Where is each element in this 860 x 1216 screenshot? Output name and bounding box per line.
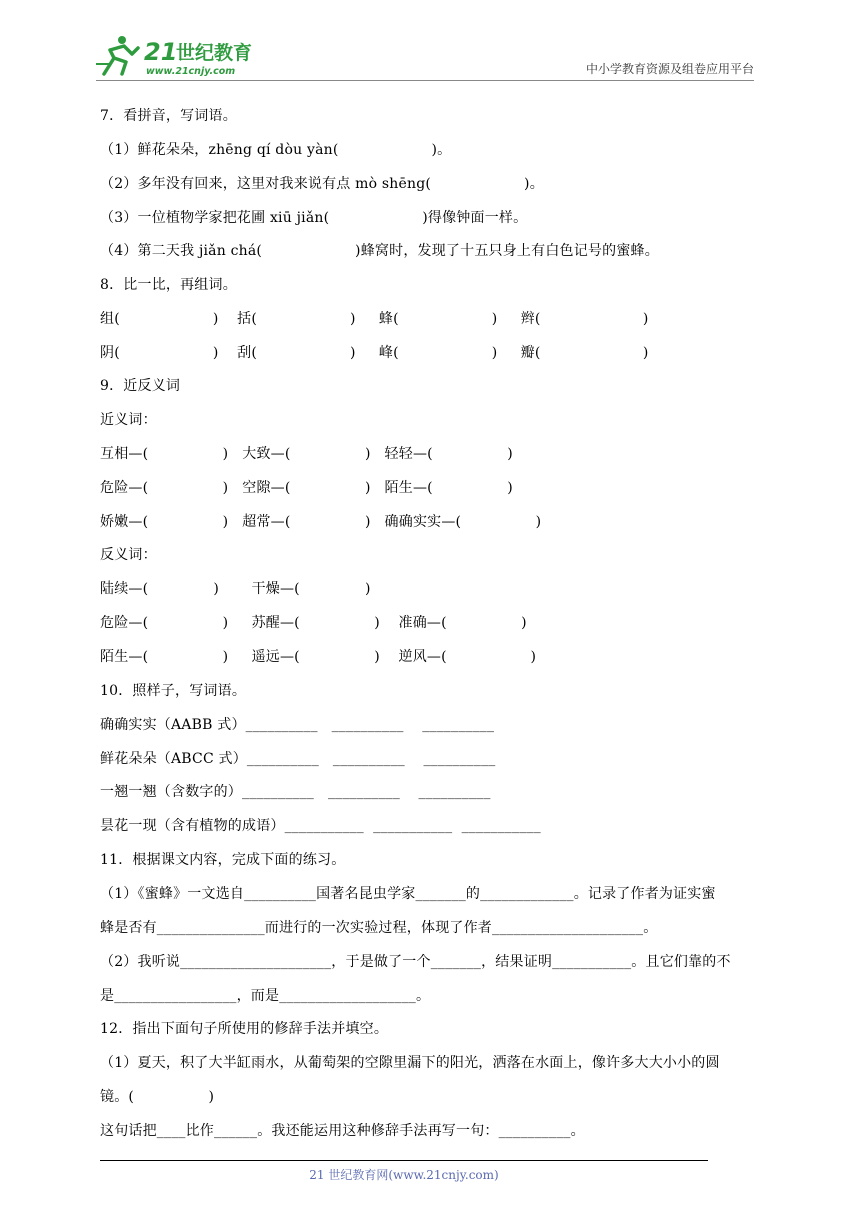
- question-12-sentence-line-2: 镜。( ): [100, 1089, 215, 1105]
- footer-source: 21 世纪教育网(www.21cnjy.com): [309, 1168, 499, 1182]
- question-12-fill-line: 这句话把____比作______。我还能运用这种修辞手法再写一句：__________。: [100, 1123, 585, 1139]
- logo-graphic: [96, 34, 266, 78]
- synonym-row-1: 互相—( ) 大致—( ) 轻轻—( ): [100, 446, 513, 462]
- question-8-row-2: 阴( ) 刮( ) 峰( ) 瓣( ): [100, 345, 649, 361]
- header-divider: [96, 80, 754, 81]
- svg-text:www.21cnjy.com: www.21cnjy.com: [146, 66, 236, 77]
- question-7-item-1: （1）鲜花朵朵，zhēng qí dòu yàn( )。: [100, 142, 452, 158]
- question-7-title: 7．看拼音，写词语。: [100, 108, 237, 124]
- question-9-title: 9．近反义词: [100, 378, 181, 394]
- antonym-row-1: 陆续—( ) 干燥—( ): [100, 581, 371, 597]
- question-7-item-2: （2）多年没有回来，这里对我来说有点 mò shēng( )。: [100, 176, 544, 192]
- question-7-item-4: （4）第二天我 jiǎn chá( )蜂窝时，发现了十五只身上有白色记号的蜜蜂。: [100, 243, 659, 259]
- synonym-row-2: 危险—( ) 空隙—( ) 陌生—( ): [100, 480, 513, 496]
- question-11-part-2-line-2: 是_________________，而是___________________。: [100, 988, 431, 1004]
- question-10-row-1: 确确实实（AABB 式）__________ __________ __________: [100, 717, 495, 733]
- question-11-part-2-line-1: （2）我听说_____________________，于是做了一个_______，结果证明___________。且它们靠的不: [100, 954, 731, 970]
- synonym-heading: 近义词：: [100, 412, 157, 428]
- question-10-title: 10．照样子，写词语。: [100, 683, 247, 699]
- page-header: [0, 0, 860, 84]
- antonym-row-2: 危险—( ) 苏醒—( ) 准确—( ): [100, 615, 527, 631]
- question-8-title: 8．比一比，再组词。: [100, 277, 237, 293]
- header-tagline: 中小学教育资源及组卷应用平台: [585, 62, 754, 76]
- question-11-part-1-line-1: （1）《蜜蜂》一文选自__________国著名昆虫学家_______的_____________。记录了作者为证实蜜: [100, 886, 716, 902]
- antonym-row-3: 陌生—( ) 遥远—( ) 逆风—( ): [100, 649, 537, 665]
- question-10-row-4: 昙花一现（含有植物的成语）___________ ___________ ___________: [100, 818, 541, 834]
- question-12-sentence-line-1: （1）夏天，积了大半缸雨水，从葡萄架的空隙里漏下的阳光，洒落在水面上，像许多大大小小的圆: [100, 1055, 720, 1071]
- question-10-row-3: 一翘一翘（含数字的）__________ __________ __________: [100, 784, 491, 800]
- question-7-item-3: （3）一位植物学家把花圃 xiū jiǎn( )得像钟面一样。: [100, 210, 528, 226]
- question-11-part-1-line-2: 蜂是否有_______________而进行的一次实验过程，体现了作者_____________________。: [100, 920, 658, 936]
- footer-divider: [100, 1160, 708, 1161]
- svg-text:世纪教育: 世纪教育: [176, 42, 253, 64]
- antonym-heading: 反义词：: [100, 547, 157, 563]
- question-12-title: 12．指出下面句子所使用的修辞手法并填空。: [100, 1021, 389, 1037]
- svg-text:21: 21: [144, 38, 178, 66]
- logo: [96, 34, 266, 78]
- question-10-row-2: 鲜花朵朵（ABCC 式）__________ __________ __________: [100, 751, 496, 767]
- question-11-title: 11．根据课文内容，完成下面的练习。: [100, 852, 346, 868]
- question-8-row-1: 组( ) 括( ) 蜂( ) 辫( ): [100, 311, 649, 327]
- synonym-row-3: 娇嫩—( ) 超常—( ) 确确实实—( ): [100, 514, 542, 530]
